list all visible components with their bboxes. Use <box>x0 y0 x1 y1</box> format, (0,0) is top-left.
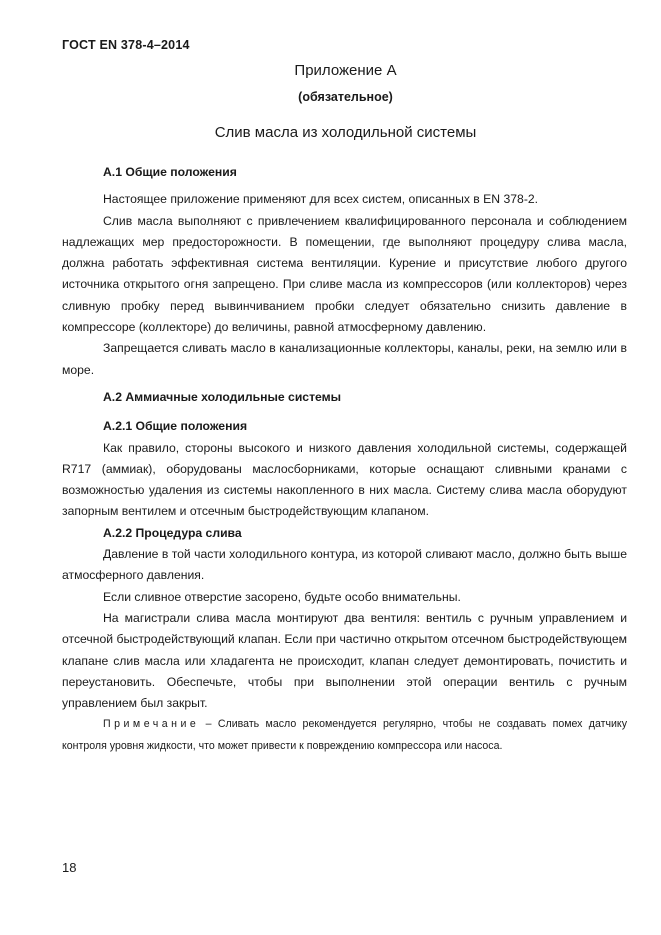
note <box>62 714 627 757</box>
paragraph: На магистрали слива масла монтируют два вентиля: вентиль с ручным управлением и отсечной быстродействующий клапан. Если при частично открытом отсечном быстродействующем клапане слив масла или хладагента не происходит, клапан следует демонтировать, почистить и переустановить. Обеспечьте, чтобы при выполнении этой операции вентиль с ручным управлением был закрыт. <box>62 610 627 711</box>
note-label: Примечание <box>103 718 200 731</box>
main-title: Слив масла из холодильной системы <box>214 124 477 141</box>
paragraph: Если сливное отверстие засорено, будьте особо внимательны. <box>103 589 461 604</box>
paragraph: Запрещается сливать масло в канализационные коллекторы, каналы, реки, на землю или в море. <box>62 341 627 377</box>
page-number: 18 <box>62 860 77 875</box>
standard-code: ГОСТ EN 378-4–2014 <box>62 38 190 52</box>
paragraph: Слив масла выполняют с привлечением квалифицированного персонала и соблюдением надлежащих мер предосторожности. В помещении, где выполняют процедуру слива масла, должна работать эффективная система вентиляции. Курение и присутствие любого другого источника открытого огня запрещено. При сливе масла из компрессоров (или коллекторов) через сливную пробку перед вывинчиванием пробки следует обязательно снизить давление в компрессоре (коллекторе) до величины, равной атмосферному давлению. <box>62 213 627 335</box>
section-heading-a2-1: А.2.1 Общие положения <box>103 419 248 434</box>
appendix-title: Приложение А <box>294 62 397 79</box>
paragraph: Давление в той части холодильного контура, из которой сливают масло, должно быть выше атмосферного давления. <box>62 547 627 583</box>
paragraph: Как правило, стороны высокого и низкого давления холодильной системы, содержащей R717 (аммиак), оборудованы маслосборниками, которые оснащают сливными кранами с возможностью удаления из системы накопленного в них масла. Систему слива масла оборудуют запорным вентилем и отсечным быстродействующим клапаном. <box>62 440 627 519</box>
section-heading-a1: А.1 Общие положения <box>103 165 237 179</box>
appendix-subtitle: (обязательное) <box>298 90 393 104</box>
section-heading-a2-2: А.2.2 Процедура слива <box>103 525 242 540</box>
paragraph: Настоящее приложение применяют для всех систем, описанных в EN 378-2. <box>103 192 539 207</box>
note-text: – Сливать масло рекомендуется регулярно, чтобы не создавать помех датчику контроля уровня жидкости, что может привести к повреждению компрессора или насоса. <box>62 718 627 752</box>
document-body <box>62 162 627 757</box>
section-heading-a2: А.2 Аммиачные холодильные системы <box>103 389 342 404</box>
